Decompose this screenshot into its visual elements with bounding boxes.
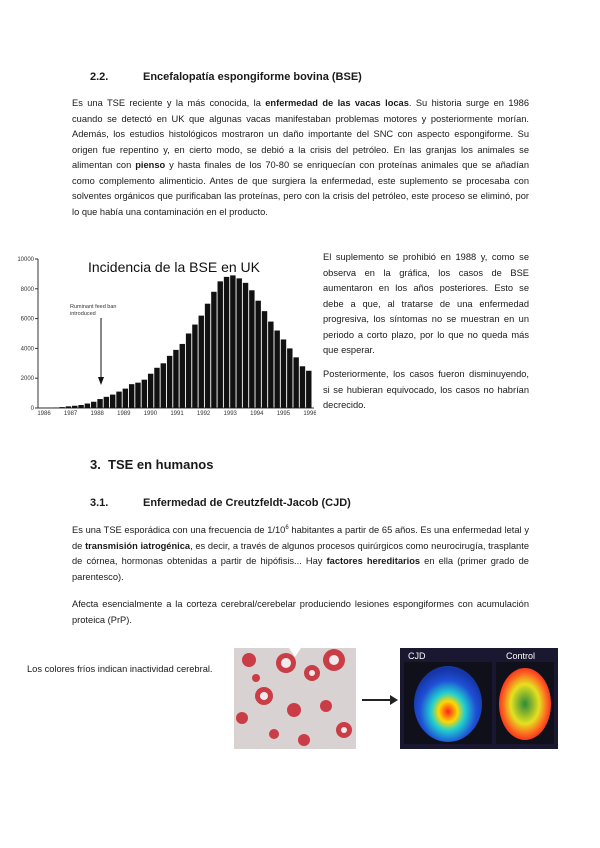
bar [224,277,229,408]
x-tick-label: 1990 [143,411,158,417]
x-tick-label: 1989 [117,411,131,417]
control-brain-scan [499,668,551,740]
bar [218,281,223,408]
y-tick-label: 2000 [20,376,34,383]
bar [262,311,267,408]
bar [167,356,172,408]
bse-chart [8,251,316,419]
bar [148,374,153,408]
x-tick-label: 1991 [170,411,184,417]
y-tick-label: 6000 [20,316,34,323]
side-text-1: El suplemento se prohibió en 1988 y, como se observa en la gráfica, los casos de BSE aumentaron en los años posteriores. Esto se debe a que, al tratarse de una enfermedad progresiva, los síntomas no se muestran en un periodo a corto plazo, por lo que no queda más que esperar. [323,252,529,355]
bar [287,348,292,408]
bar [91,402,96,408]
bar [230,275,235,408]
bar [211,292,216,408]
cjd-figure-svg [234,648,558,749]
para1-run: Es una TSE reciente y la más conocida, la [72,98,266,108]
bar [268,322,273,408]
figure-caption: Los colores fríos indican inactividad cerebral. [27,664,213,674]
x-tick-label: 1992 [196,411,211,417]
x-tick-label: 1996 [303,411,316,417]
bar [129,384,134,408]
section-3-1-paragraph-1: Es una TSE esporádica con una frecuencia de $1/10^6$ habitantes a partir de 65 años. Es una enfermedad letal y de transmisión iatrogénica, es decir, a través de algunos procesos quirúrgicos como neurocirugía, trasplante de córnea, hormonas obtenidas a partir de hipófisis... Hay factores hereditarios en ella (primer grado de parentesco). [72,525,529,582]
bar [85,404,90,408]
bse-chart-svg [8,251,316,419]
cjd-figure [234,648,558,749]
bar [180,344,185,408]
para1-run: y hasta finales de los 70-80 se enriquecían con proteínas animales que se añadían como complemento alimenticio. Antes de que surgiera la enfermedad, este suplemento se procesaba con solventes orgánicos que purificaban las proteínas, pero con la crisis del petróleo, este proceso se eliminó, por lo que había una contaminación en el producto. [72,160,530,217]
x-tick-label: 1993 [223,411,237,417]
bar [236,278,241,408]
bar [173,350,178,408]
bar [199,316,204,408]
bar [59,407,64,408]
x-tick-label: 1986 [37,411,51,417]
annotation-arrow-head [98,377,104,385]
bar [72,406,77,408]
bar [104,397,109,408]
bar [281,339,286,408]
bar [249,290,254,408]
x-tick-label: 1995 [276,411,291,417]
y-tick-label: 4000 [20,346,34,353]
annotation-line-2: introduced [70,311,96,317]
section-3-number: 3. [90,457,101,472]
section-3-title: TSE en humanos [108,457,214,472]
bar [243,283,248,408]
bar [186,334,191,409]
x-tick-label: 1994 [250,411,264,417]
label-cjd: CJD [408,651,426,661]
bar [154,368,159,408]
para1-run: . Su historia surge en 1986 cuando se detectó en UK que algunas vacas manifestaban problemas motores y posteriormente morían. Además, los estudios histológicos mostraron un daño importante del SNC con aspecto espongiforme. Su origen fue repentino y, en cierto modo, se debió a la crisis del petróleo. En las granjas los animales se alimentan con [72,98,529,170]
bar [300,366,305,408]
bar [135,383,140,408]
bar [78,405,83,408]
cjd-brain-scan [414,666,482,742]
bar [255,301,260,408]
chart-title: Incidencia de la BSE en UK [88,259,260,275]
bar [274,331,279,408]
x-tick-label: 1988 [90,411,104,417]
bar [110,395,115,408]
bar [123,389,128,408]
side-text-2: Posteriormente, los casos fueron disminuyendo, si se hubieran equivocado, los casos no habrían decrecido. [323,369,529,410]
para1-run: pienso [135,160,166,170]
bar [66,406,71,408]
bar [293,357,298,408]
section-3-1-number: 3.1. [90,497,109,509]
section-3-1-paragraph-2: Afecta esencialmente a la corteza cerebral/cerebelar produciendo lesiones espongiformes con acumulación proteica (PrP). [72,599,529,625]
section-2-2-paragraph [72,96,529,220]
bar [97,399,102,408]
section-2-2-number: 2.2. [90,71,109,83]
section-3-1-title: Enfermedad de Creutzfeldt-Jacob (CJD) [143,497,351,509]
para1-run: enfermedad de las vacas locas [265,98,409,108]
bar [116,392,121,408]
x-tick-label: 1987 [63,411,78,417]
y-tick-label: 10000 [17,257,34,263]
bar [205,304,210,408]
section-2-2-title: Encefalopatía espongiforme bovina (BSE) [143,71,362,83]
bar [192,325,197,408]
label-control: Control [506,651,536,661]
bar [306,371,311,408]
bar [161,363,166,408]
annotation-line-1: Ruminant feed ban [70,304,117,310]
y-tick-label: 8000 [20,286,34,293]
y-tick-label: 0 [30,406,34,412]
bar [142,380,147,408]
